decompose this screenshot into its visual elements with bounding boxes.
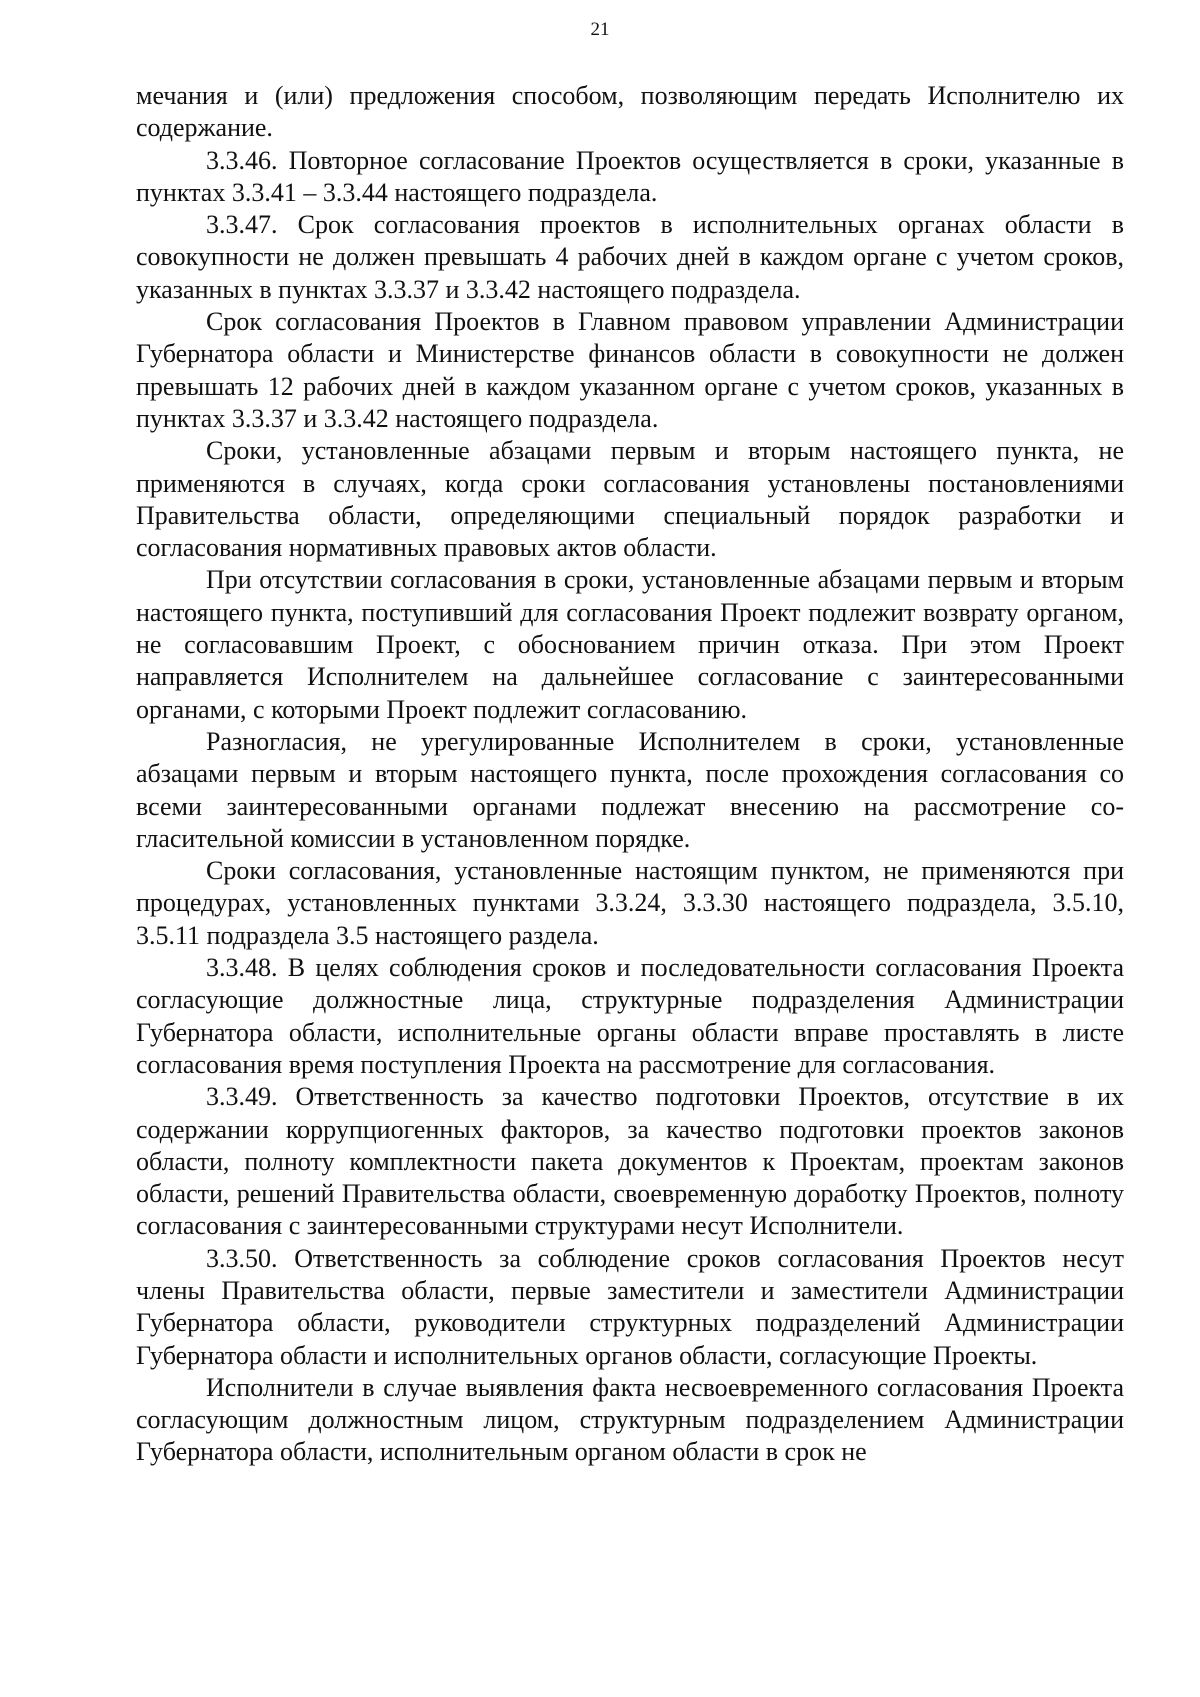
paragraph: Срок согласования Проектов в Главном правовом управлении Администрации Губернатора области и Министерстве финансов области в совокупности не должен превышать 12 рабочих дней в каждом указанном органе с учетом сроков, указанных в пунктах 3.3.37 и 3.3.42 настоящего подраздела.	[136, 307, 1124, 433]
paragraph: 3.3.48. В целях соблюдения сроков и последовательности согласования Проекта согласующие должностные лица, структурные подразделения Администрации Губернатора области, исполнительные органы области вправе проставлять в листе согласования время поступления Проекта на рассмотрение для согласования.	[136, 953, 1124, 1079]
paragraph: Сроки, установленные абзацами первым и вторым настоящего пункта, не применяются в случаях, когда сроки согласования установлены постановлениями Правительства области, определяющими специальный порядок разработки и согласования нормативных правовых актов области.	[136, 436, 1124, 563]
paragraph: 3.3.49. Ответственность за качество подготовки Проектов, отсутствие в их содержании коррупциогенных факторов, за качество подготовки проектов законов области, полноту комплектности пакета документов к Проектам, проектам законов области, решений Правительства области, своевременную доработку Проектов, полноту согласования с заинтересованными структурами несут Исполнители.	[136, 1082, 1124, 1241]
paragraph: Исполнители в случае выявления факта несвоевременного согласования Проекта согласующим должностным лицом, структурным подразделением Администрации Губернатора области, исполнительным органом области в срок не	[136, 1372, 1124, 1467]
paragraph: 3.3.50. Ответственность за соблюдение сроков согласования Проектов несут члены Правительства области, первые заместители и заместители Администрации Губернатора области, руководители структурных подразделений Администрации Губернатора области и исполнительных органов области, согласующие Проекты.	[136, 1243, 1124, 1370]
page-number: 21	[590, 19, 610, 40]
paragraph: мечания и (или) предложения способом, позволяющим передать Исполнителю их содержание.	[136, 81, 1124, 143]
paragraph: 3.3.47. Срок согласования проектов в исполнительных органах области в совокупности не должен превышать 4 рабочих дней в каждом органе с учетом сроков, указанных в пунктах 3.3.37 и 3.3.42 настоящего подраздела.	[136, 210, 1124, 304]
paragraph: При отсутствии согласования в сроки, установленные абзацами первым и вторым настоящего пункта, поступивший для согласования Проект подлежит возврату органом, не согласовавшим Проект, с обоснованием причин отказа. При этом Проект направляется Исполнителем на дальнейшее согласование с заинтересованными органами, с которыми Проект подлежит согласованию.	[136, 565, 1124, 724]
document-body	[136, 80, 1124, 1469]
paragraph: 3.3.46. Повторное согласование Проектов осуществляется в сроки, указанные в пунктах 3.3.41 – 3.3.44 настоящего подраздела.	[136, 145, 1124, 207]
paragraph: Разногласия, не урегулированные Исполнителем в сроки, установленные абзацами первым и вторым настоящего пункта, после прохождения согласования со всеми заинтересованными органами подлежат внесению на рассмотрение согласительной комиссии в установленном порядке.	[136, 726, 1124, 853]
paragraph: Сроки согласования, установленные настоящим пунктом, не применяются при процедурах, установленных пунктами 3.3.24, 3.3.30 настоящего подраздела, 3.5.10, 3.5.11 подраздела 3.5 настоящего раздела.	[136, 856, 1124, 950]
